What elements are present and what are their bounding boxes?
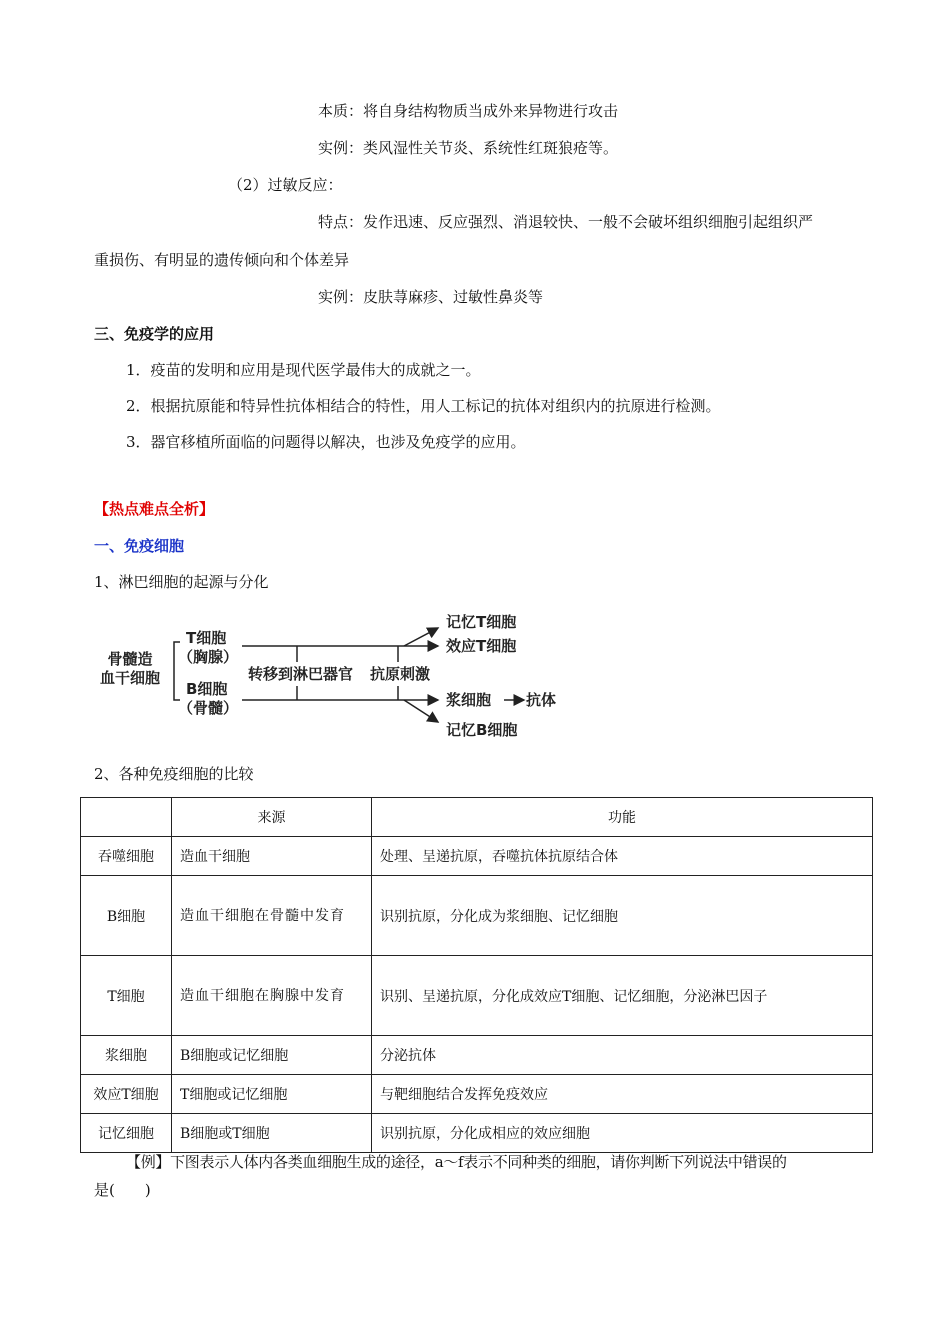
table-cell: 处理、呈递抗原，吞噬抗体抗原结合体 [372, 837, 873, 876]
immune-cell-comparison-label: 2、各种免疫细胞的比较 [94, 765, 254, 783]
table-cell: 浆细胞 [81, 1036, 172, 1075]
table-cell: 与靶细胞结合发挥免疫效应 [372, 1075, 873, 1114]
table-row [81, 837, 873, 876]
table-cell: 吞噬细胞 [81, 837, 172, 876]
diagram-t-cell: T细胞 [186, 629, 227, 647]
diagram-memory-b: 记忆B细胞 [446, 721, 518, 739]
example-question-line2: 是( ) [94, 1181, 151, 1199]
table-cell: 识别、呈递抗原，分化成效应T细胞、记忆细胞，分泌淋巴因子 [372, 956, 873, 1036]
diagram-antibody: 抗体 [526, 691, 557, 709]
lymphocyte-differentiation-diagram [94, 604, 564, 744]
allergy-title: （2）过敏反应： [228, 176, 343, 194]
table-cell: 识别抗原，分化成相应的效应细胞 [372, 1114, 873, 1153]
table-row [81, 1114, 873, 1153]
autoimmune-essence: 本质：将自身结构物质当成外来异物进行攻击 [318, 102, 619, 120]
lymphocyte-origin-label: 1、淋巴细胞的起源与分化 [94, 573, 269, 591]
section-three-item-2: 2．根据抗原能和特异性抗体相结合的特性，用人工标记的抗体对组织内的抗原进行检测。 [126, 397, 721, 415]
section-three-item-1: 1．疫苗的发明和应用是现代医学最伟大的成就之一。 [126, 361, 481, 379]
table-cell: 效应T细胞 [81, 1075, 172, 1114]
section-three-heading: 三、免疫学的应用 [94, 325, 215, 343]
allergy-feature-line2: 重损伤、有明显的遗传倾向和个体差异 [94, 251, 350, 269]
diagram-arrow-memory-b [404, 700, 438, 722]
example-question-line1: 【例】下图表示人体内各类血细胞生成的途径，a～f表示不同种类的细胞，请你判断下列说法中错误的 [126, 1153, 787, 1171]
diagram-b-origin: （骨髓） [178, 699, 239, 717]
table-cell: 造血干细胞在骨髓中发育 [180, 907, 345, 924]
table-row [81, 1075, 873, 1114]
table-cell: 识别抗原，分化成为浆细胞、记忆细胞 [372, 876, 873, 956]
table-header-cell: 来源 [172, 798, 372, 837]
diagram-source-line1: 骨髓造 [107, 650, 153, 668]
table-cell: T细胞或记忆细胞 [172, 1075, 372, 1114]
table-cell: B细胞或记忆细胞 [172, 1036, 372, 1075]
diagram-t-origin: （胸腺） [178, 648, 239, 666]
autoimmune-example: 实例：类风湿性关节炎、系统性红斑狼疮等。 [318, 139, 619, 157]
immune-cell-comparison-table [80, 797, 873, 1153]
table-cell: B细胞或T细胞 [172, 1114, 372, 1153]
allergy-feature-line1: 特点：发作迅速、反应强烈、消退较快、一般不会破坏组织细胞引起组织严 [318, 213, 814, 231]
diagram-arrow-memory-t [404, 628, 438, 646]
immune-cells-subheading: 一、免疫细胞 [94, 537, 185, 555]
table-cell: T细胞 [81, 956, 172, 1036]
table-cell: 造血干细胞在胸腺中发育 [180, 987, 345, 1004]
diagram-transfer: 转移到淋巴器官 [248, 665, 354, 683]
hotspot-heading: 【热点难点全析】 [94, 500, 215, 518]
table-cell: 记忆细胞 [81, 1114, 172, 1153]
section-three-item-3: 3．器官移植所面临的问题得以解决，也涉及免疫学的应用。 [126, 433, 526, 451]
table-cell: 分泌抗体 [372, 1036, 873, 1075]
allergy-example: 实例：皮肤荨麻疹、过敏性鼻炎等 [318, 288, 544, 306]
table-row [81, 876, 873, 956]
table-cell: 造血干细胞 [172, 837, 372, 876]
table-cell: B细胞 [81, 876, 172, 956]
diagram-effector-t: 效应T细胞 [446, 637, 517, 655]
table-header-cell [81, 798, 172, 837]
table-row [81, 956, 873, 1036]
table-header-row [81, 798, 873, 837]
diagram-source-line2: 血干细胞 [99, 669, 161, 687]
diagram-memory-t: 记忆T细胞 [446, 613, 517, 631]
table-header-cell: 功能 [372, 798, 873, 837]
diagram-stimulus: 抗原刺激 [370, 665, 431, 683]
diagram-plasma: 浆细胞 [446, 691, 492, 709]
table-row [81, 1036, 873, 1075]
diagram-b-cell: B细胞 [186, 680, 228, 698]
